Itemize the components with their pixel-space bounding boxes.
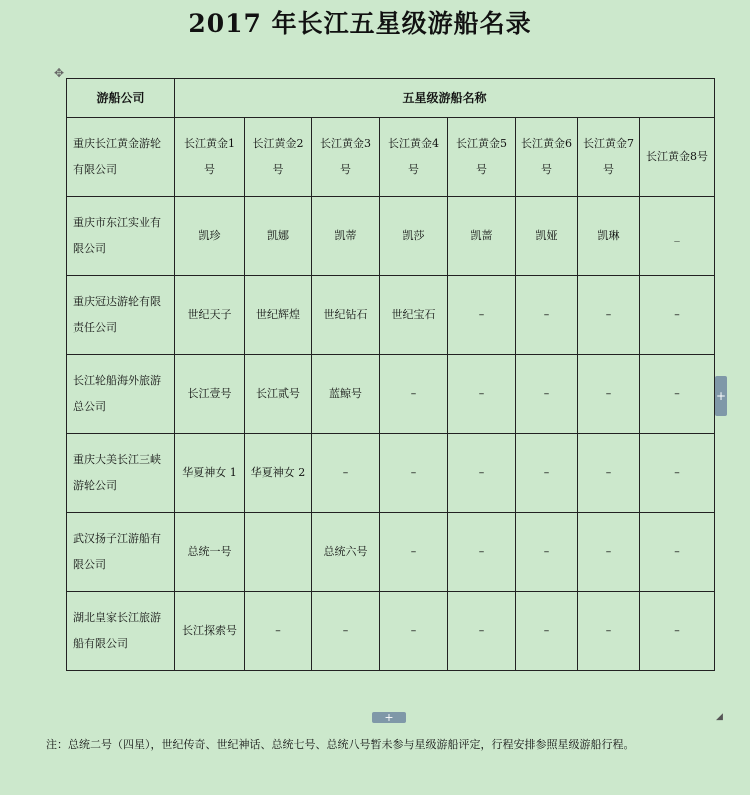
ship-cell: 世纪辉煌: [245, 276, 312, 355]
ship-cell: –: [312, 592, 380, 671]
ship-cell: –: [380, 434, 448, 513]
ship-cell: 凯莎: [380, 197, 448, 276]
footnote: 注：总统二号（四星），世纪传奇、世纪神话、总统七号、总统八号暂未参与星级游船评定，行程安排参照星级游船行程。: [46, 738, 635, 751]
ship-cell: 长江黄金7号: [578, 118, 640, 197]
ship-cell: –: [380, 355, 448, 434]
ship-cell: –: [578, 592, 640, 671]
table-row: [67, 513, 715, 592]
ship-cell: –: [448, 355, 516, 434]
table-row: [67, 118, 715, 197]
company-cell: 武汉扬子江游船有限公司: [67, 513, 175, 592]
table-move-handle-icon[interactable]: ✥: [53, 66, 65, 80]
company-cell: 长江轮船海外旅游总公司: [67, 355, 175, 434]
table-row: [67, 197, 715, 276]
ship-cell: 长江黄金2号: [245, 118, 312, 197]
ship-cell: _: [640, 197, 715, 276]
table-header-row: [67, 79, 715, 118]
ship-cell: 凯娅: [516, 197, 578, 276]
ship-cell: 长江黄金4号: [380, 118, 448, 197]
ship-cell: –: [516, 355, 578, 434]
ship-cell: –: [380, 592, 448, 671]
table-resize-handle-icon[interactable]: ◢: [716, 712, 723, 722]
ship-cell: 长江贰号: [245, 355, 312, 434]
ship-cell: 长江壹号: [175, 355, 245, 434]
ship-cell: 华夏神女 2: [245, 434, 312, 513]
ship-cell: –: [516, 276, 578, 355]
ship-cell: –: [640, 434, 715, 513]
ship-cell: 长江黄金6号: [516, 118, 578, 197]
ship-cell: –: [640, 513, 715, 592]
table-row: [67, 434, 715, 513]
table-row: [67, 592, 715, 671]
ship-cell: –: [448, 434, 516, 513]
company-cell: 重庆冠达游轮有限责任公司: [67, 276, 175, 355]
ship-cell: –: [578, 276, 640, 355]
ship-cell: 长江探索号: [175, 592, 245, 671]
ship-cell: –: [380, 513, 448, 592]
ship-cell: 凯娜: [245, 197, 312, 276]
ship-cell: 世纪宝石: [380, 276, 448, 355]
company-cell: 重庆大美长江三峡游轮公司: [67, 434, 175, 513]
ship-cell: 世纪天子: [175, 276, 245, 355]
ship-cell: 凯琳: [578, 197, 640, 276]
header-ships: 五星级游船名称: [175, 79, 715, 118]
ship-cell: 凯蔷: [448, 197, 516, 276]
ship-cell: –: [578, 355, 640, 434]
ship-cell: –: [448, 592, 516, 671]
ship-cell: [245, 513, 312, 592]
ship-cell: 长江黄金5号: [448, 118, 516, 197]
ship-cell: –: [516, 592, 578, 671]
ship-cell: –: [640, 592, 715, 671]
ship-cell: 华夏神女 1: [175, 434, 245, 513]
ship-cell: –: [448, 276, 516, 355]
ship-cell: 凯蒂: [312, 197, 380, 276]
cruise-ship-table: [66, 78, 715, 671]
ship-cell: 长江黄金8号: [640, 118, 715, 197]
ship-cell: –: [516, 434, 578, 513]
ship-cell: –: [578, 434, 640, 513]
ship-cell: 长江黄金1号: [175, 118, 245, 197]
ship-cell: –: [640, 276, 715, 355]
header-company: 游船公司: [67, 79, 175, 118]
ship-cell: 凯珍: [175, 197, 245, 276]
ship-cell: 总统六号: [312, 513, 380, 592]
add-column-button[interactable]: +: [715, 376, 727, 416]
document-title: 2017 年长江五星级游船名录: [188, 9, 532, 38]
ship-cell: –: [312, 434, 380, 513]
ship-cell: –: [640, 355, 715, 434]
table-row: [67, 355, 715, 434]
table-row: [67, 276, 715, 355]
ship-cell: 蓝鲸号: [312, 355, 380, 434]
company-cell: 湖北皇家长江旅游船有限公司: [67, 592, 175, 671]
ship-cell: 总统一号: [175, 513, 245, 592]
add-row-button[interactable]: +: [372, 712, 406, 723]
ship-cell: 世纪钻石: [312, 276, 380, 355]
ship-cell: –: [245, 592, 312, 671]
company-cell: 重庆长江黄金游轮有限公司: [67, 118, 175, 197]
company-cell: 重庆市东江实业有限公司: [67, 197, 175, 276]
ship-cell: –: [578, 513, 640, 592]
ship-cell: 长江黄金3号: [312, 118, 380, 197]
ship-cell: –: [448, 513, 516, 592]
ship-cell: –: [516, 513, 578, 592]
